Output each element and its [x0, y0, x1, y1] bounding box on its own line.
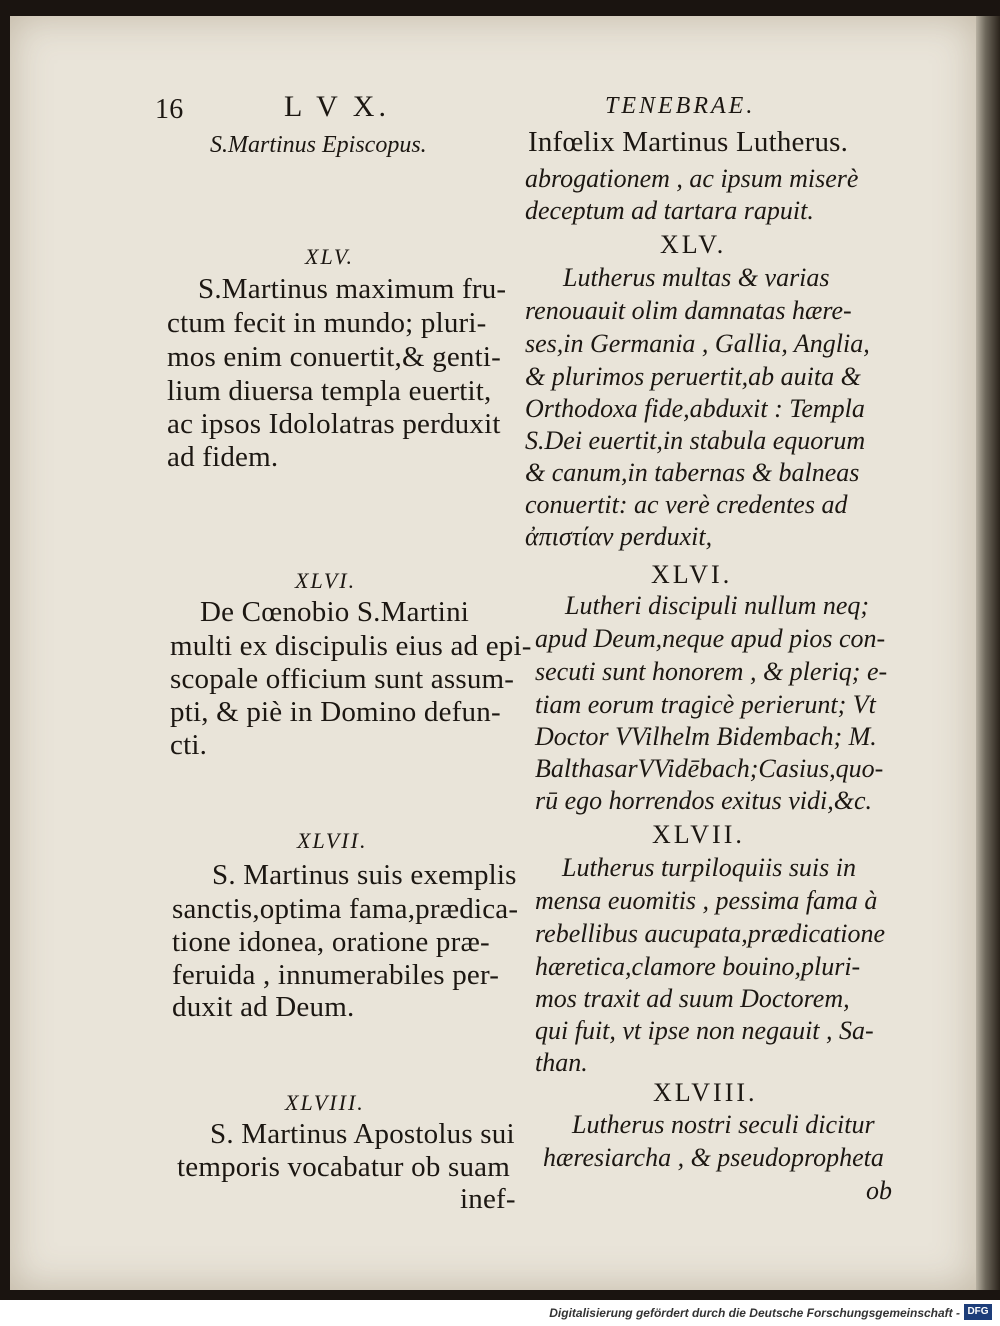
right-text-line: secuti sunt honorem , & pleriq; e- [535, 657, 888, 686]
right-text-line: deceptum ad tartara rapuit. [525, 196, 814, 225]
right-text-line: hæresiarcha , & pseudopropheta [543, 1143, 884, 1172]
section-number-left: XLVII. [297, 828, 368, 853]
right-text-line: tiam eorum tragicè perierunt; Vt [535, 690, 876, 719]
left-subtitle: S.Martinus Episcopus. [210, 132, 427, 158]
left-text-line: pti, & piè in Domino defun- [170, 696, 501, 728]
digitization-footer [0, 1300, 1000, 1326]
left-catchword: inef- [460, 1183, 516, 1215]
book-spine [976, 16, 1000, 1290]
right-text-line: Lutherus turpiloquiis suis in [562, 853, 856, 882]
right-text-line: than. [535, 1048, 588, 1077]
right-subtitle: Infœlix Martinus Lutherus. [528, 126, 849, 158]
right-text-line: hæretica,clamore bouino,pluri- [535, 952, 861, 981]
right-text-line: apud Deum,neque apud pios con- [535, 624, 886, 653]
left-text-line: ac ipsos Idololatras perduxit [167, 408, 501, 440]
left-text-line: duxit ad Deum. [172, 991, 355, 1023]
left-text-line: sanctis,optima fama,prædica- [172, 893, 519, 925]
footer-credit: Digitalisierung gefördert durch die Deutsche Forschungsgemeinschaft - [549, 1306, 960, 1320]
left-text-line: tione idonea, oratione præ- [172, 926, 490, 958]
left-text-line: mos enim conuertit,& genti- [167, 341, 502, 373]
section-number-right: XLVII. [652, 820, 745, 849]
section-number-right: XLVI. [651, 560, 733, 589]
left-text-line: De Cœnobio S.Martini [200, 596, 470, 628]
right-catchword: ob [866, 1176, 892, 1205]
right-text-line: abrogationem , ac ipsum miserè [525, 164, 859, 193]
right-text-line: S.Dei euertit,in stabula equorum [525, 426, 866, 455]
right-text-line: Lutheri discipuli nullum neq; [565, 591, 870, 620]
left-text-line: feruida , innumerabiles per- [172, 959, 500, 991]
right-text-line: Lutherus multas & varias [563, 263, 830, 292]
right-text-line: mensa euomitis , pessima fama à [535, 886, 878, 915]
left-text-line: cti. [170, 729, 208, 761]
right-text-line: Orthodoxa fide,abduxit : Templa [525, 394, 865, 423]
right-text-line: rū ego horrendos exitus vidi,&c. [535, 786, 872, 815]
right-text-line: mos traxit ad suum Doctorem, [535, 984, 850, 1013]
right-text-line: qui fuit, vt ipse non negauit , Sa- [535, 1016, 874, 1045]
section-number-right: XLVIII. [653, 1078, 758, 1107]
left-text-line: ctum fecit in mundo; pluri- [167, 307, 487, 339]
right-text-line: ses,in Germania , Gallia, Anglia, [525, 329, 870, 358]
right-text-line: Doctor VVilhelm Bidembach; M. [535, 722, 877, 751]
section-number-left: XLVIII. [285, 1090, 365, 1115]
section-number-left: XLV. [305, 244, 354, 269]
section-number-right: XLV. [660, 230, 727, 259]
left-running-title: L V X. [284, 90, 390, 123]
page-number: 16 [155, 94, 184, 125]
left-text-line: S. Martinus Apostolus sui [210, 1118, 515, 1150]
left-text-line: S.Martinus maximum fru- [198, 273, 507, 305]
right-text-line: conuertit: ac verè credentes ad [525, 490, 848, 519]
left-text-line: lium diuersa templa euertit, [167, 375, 492, 407]
section-number-left: XLVI. [295, 568, 357, 593]
right-text-line: & canum,in tabernas & balneas [525, 458, 860, 487]
right-text-line: BalthasarVVidēbach;Casius,quo- [535, 754, 884, 783]
right-text-line: renouauit olim damnatas hære- [525, 296, 852, 325]
left-text-line: ad fidem. [167, 441, 279, 473]
left-text-line: S. Martinus suis exemplis [212, 859, 517, 891]
right-text-line: Lutherus nostri seculi dicitur [572, 1110, 875, 1139]
right-running-title: TENEBRAE. [605, 93, 756, 119]
right-text-line: & plurimos peruertit,ab auita & [525, 362, 861, 391]
dfg-logo: DFG [964, 1304, 992, 1320]
right-text-line: ἀπιστίαν perduxit, [525, 522, 713, 551]
right-text-line: rebellibus aucupata,prædicatione [535, 919, 885, 948]
left-text-line: temporis vocabatur ob suam [177, 1151, 510, 1183]
left-text-line: multi ex discipulis eius ad epi- [170, 630, 532, 662]
left-text-line: scopale officium sunt assum- [170, 663, 515, 695]
